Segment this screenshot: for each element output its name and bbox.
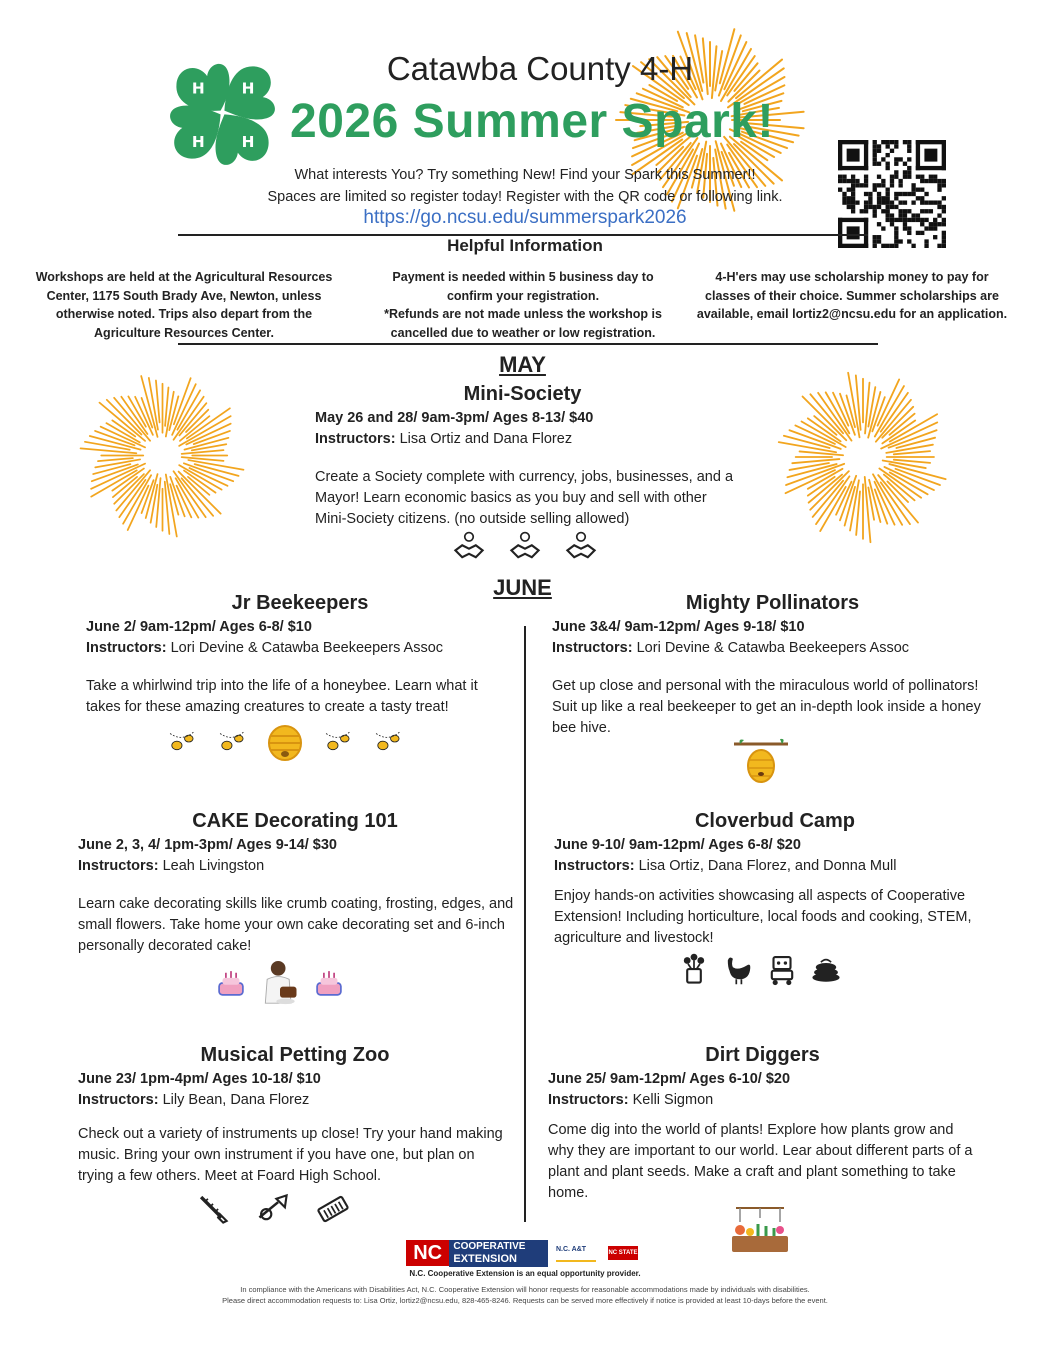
instructors-label: Instructors: bbox=[552, 640, 633, 656]
instructors-label: Instructors: bbox=[86, 640, 167, 656]
mini-society-icons bbox=[440, 530, 610, 564]
dirt-diggers-date: June 25/ 9am-12pm/ Ages 6-10/ $20 bbox=[548, 1071, 791, 1087]
qr-code-icon[interactable] bbox=[838, 140, 946, 248]
cake-icon bbox=[312, 966, 346, 1000]
bee-icon bbox=[165, 725, 199, 759]
workshop-meta-mighty-pollinators bbox=[552, 617, 1022, 659]
workshop-title-dirt-diggers: Dirt Diggers bbox=[705, 1044, 820, 1066]
musical-petting-zoo-date: June 23/ 1pm-4pm/ Ages 10-18/ $10 bbox=[78, 1071, 321, 1087]
bee-icon bbox=[321, 725, 355, 759]
workshop-desc-mini-society: Create a Society complete with currency, jobs, businesses, and a Mayor! Learn economic basics as you buy and sell with other Mini-Society citizens. (no outside selling allowed) bbox=[315, 469, 734, 527]
flower-vase-icon bbox=[677, 952, 711, 986]
workshop-desc-cloverbud-camp: Enjoy hands-on activities showcasing all aspects of Cooperative Extension! Including horticulture, local foods and cooking, STEM, agriculture and livestock! bbox=[554, 888, 972, 946]
workshop-desc-dirt-diggers: Come dig into the world of plants! Explore how plants grow and why they are important to our world. Lear about different parts of a plant and plant seeds. Make a craft and plant something to take home. bbox=[548, 1122, 973, 1201]
workshop-meta-cake-decorating bbox=[78, 835, 518, 877]
cloverbud-camp-icons bbox=[660, 952, 860, 986]
registration-link[interactable]: https://go.ncsu.edu/summerspark2026 bbox=[363, 207, 687, 228]
workshop-desc-mighty-pollinators: Get up close and personal with the miraculous world of pollinators! Suit up like a real beekeeper to get an in-depth look inside a honey bee hive. bbox=[552, 678, 981, 736]
ada-compliance-text bbox=[150, 1284, 900, 1306]
workshop-title-mighty-pollinators: Mighty Pollinators bbox=[685, 592, 860, 614]
instructors-label: Instructors: bbox=[554, 858, 635, 874]
footer-line-1: In compliance with the Americans with Disabilities Act, N.C. Cooperative Extension will honor requests for reasonable accommodations made by individuals with disabilities. bbox=[240, 1285, 810, 1294]
ncstate-logo: NC STATE bbox=[608, 1246, 638, 1260]
beehive-branch-icon bbox=[732, 738, 790, 786]
dirt-diggers-instructors: Kelli Sigmon bbox=[628, 1092, 714, 1108]
month-may: MAY bbox=[499, 352, 546, 377]
clover-logo-icon bbox=[165, 55, 280, 170]
helpful-heading: Helpful Information bbox=[447, 236, 603, 255]
jr-beekeepers-instructors: Lori Devine & Catawba Beekeepers Assoc bbox=[166, 640, 444, 656]
divider-bottom bbox=[178, 343, 878, 345]
nc-cooperative-extension-logo bbox=[406, 1240, 548, 1266]
workshop-meta-cloverbud-camp bbox=[554, 835, 994, 877]
workshop-title-jr-beekeepers: Jr Beekeepers bbox=[231, 592, 369, 614]
sunburst-icon-right bbox=[772, 366, 954, 548]
info-scholarship: 4-H'ers may use scholarship money to pay for classes of their choice. Summer scholarships are available, email lortiz2@ncsu.edu for an application. bbox=[696, 270, 1008, 321]
workshop-title-mini-society: Mini-Society bbox=[463, 383, 582, 405]
month-june: JUNE bbox=[493, 575, 552, 600]
info-payment bbox=[370, 268, 676, 342]
jr-beekeepers-date: June 2/ 9am-12pm/ Ages 6-8/ $10 bbox=[86, 619, 312, 635]
intro-text bbox=[200, 164, 850, 208]
cloverbud-camp-instructors: Lisa Ortiz, Dana Florez, and Donna Mull bbox=[634, 858, 897, 874]
instructors-label: Instructors: bbox=[315, 431, 396, 447]
workshop-title-musical-petting-zoo: Musical Petting Zoo bbox=[200, 1044, 390, 1066]
rooster-icon bbox=[721, 952, 755, 986]
handshake-coin-icon bbox=[508, 530, 542, 564]
bee-icon bbox=[215, 725, 249, 759]
workshop-meta-jr-beekeepers bbox=[86, 617, 516, 659]
workshop-desc-cake-decorating: Learn cake decorating skills like crumb coating, frosting, edges, and small flowers. Take home your own cake decorating set and 6-inch personally decorated cake! bbox=[78, 896, 514, 954]
trumpet-icon bbox=[256, 1192, 290, 1226]
sunburst-icon-left bbox=[75, 368, 250, 543]
robot-icon bbox=[765, 952, 799, 986]
clarinet-icon bbox=[196, 1192, 230, 1226]
coop-line-2: EXTENSION bbox=[453, 1253, 517, 1265]
workshop-title-cake-decorating: CAKE Decorating 101 bbox=[192, 810, 398, 832]
handshake-coin-icon bbox=[564, 530, 598, 564]
keyboard-icon bbox=[316, 1192, 350, 1226]
instructors-label: Instructors: bbox=[78, 858, 159, 874]
workshop-desc-musical-petting-zoo: Check out a variety of instruments up close! Try your hand making music. Bring your own instrument if you have one, but plan on trying a few others. Meet at Foard High School. bbox=[78, 1126, 503, 1184]
nc-logo-mark: NC bbox=[406, 1240, 449, 1266]
info-refund-text: *Refunds are not made unless the workshop is cancelled due to weather or low registration. bbox=[384, 307, 662, 340]
workshop-title-cloverbud-camp: Cloverbud Camp bbox=[694, 810, 856, 832]
org-name: Catawba County 4-H bbox=[386, 50, 694, 87]
intro-line-1: What interests You? Try something New! Find your Spark this Summer!! bbox=[294, 167, 756, 183]
cake-decorating-icons bbox=[200, 958, 360, 1008]
musical-petting-zoo-instructors: Lily Bean, Dana Florez bbox=[158, 1092, 310, 1108]
mini-society-instructors: Lisa Ortiz and Dana Florez bbox=[395, 431, 573, 447]
svg-text:H: H bbox=[241, 79, 255, 98]
workshop-desc-jr-beekeepers: Take a whirlwind trip into the life of a honeybee. Learn what it takes for these amazing creatures to create a tasty treat! bbox=[86, 678, 478, 715]
column-divider bbox=[524, 626, 526, 1222]
workshop-meta-musical-petting-zoo bbox=[78, 1069, 518, 1111]
ncat-logo: N.C. A&T bbox=[556, 1246, 596, 1262]
jr-beekeepers-icons bbox=[160, 722, 410, 762]
garden-bed-icon bbox=[728, 1202, 792, 1256]
beehive-icon bbox=[265, 722, 305, 762]
workshop-meta-dirt-diggers bbox=[548, 1069, 988, 1111]
mighty-pollinators-instructors: Lori Devine & Catawba Beekeepers Assoc bbox=[632, 640, 910, 656]
bee-icon bbox=[371, 725, 405, 759]
mighty-pollinators-date: June 3&4/ 9am-12pm/ Ages 9-18/ $10 bbox=[552, 619, 805, 635]
info-payment-text: Payment is needed within 5 business day to confirm your registration. bbox=[392, 270, 654, 303]
info-location: Workshops are held at the Agricultural Resources Center, 1175 South Brady Ave, Newton, unless otherwise noted. Trips also depart from the Agriculture Resources Center. bbox=[35, 270, 333, 340]
page-title: 2026 Summer Spark! bbox=[290, 95, 774, 148]
footer-line-2: Please direct accommodation requests to: Lisa Ortiz, lortiz2@ncsu.edu, 828-465-8246. Requests can be served more effectively if notice is provided at least 10-days before the event. bbox=[222, 1296, 828, 1305]
pancakes-icon bbox=[809, 952, 843, 986]
baker-icon bbox=[258, 958, 302, 1008]
workshop-meta-mini-society bbox=[315, 408, 745, 450]
equal-opportunity-text: N.C. Cooperative Extension is an equal opportunity provider. bbox=[409, 1269, 641, 1278]
musical-petting-zoo-icons bbox=[178, 1192, 368, 1226]
handshake-coin-icon bbox=[452, 530, 486, 564]
instructors-label: Instructors: bbox=[78, 1092, 159, 1108]
mini-society-date: May 26 and 28/ 9am-3pm/ Ages 8-13/ $40 bbox=[315, 410, 594, 426]
svg-text:H: H bbox=[191, 133, 205, 151]
cake-decorating-date: June 2, 3, 4/ 1pm-3pm/ Ages 9-14/ $30 bbox=[78, 837, 337, 853]
cloverbud-camp-date: June 9-10/ 9am-12pm/ Ages 6-8/ $20 bbox=[554, 837, 801, 853]
svg-text:H: H bbox=[191, 79, 205, 98]
coop-extension-text bbox=[449, 1240, 548, 1267]
intro-line-2: Spaces are limited so register today! Register with the QR code or following link. bbox=[267, 189, 783, 205]
instructors-label: Instructors: bbox=[548, 1092, 629, 1108]
cake-decorating-instructors: Leah Livingston bbox=[158, 858, 265, 874]
cake-icon bbox=[214, 966, 248, 1000]
svg-text:H: H bbox=[241, 133, 255, 151]
coop-line-1: COOPERATIVE bbox=[453, 1241, 526, 1252]
